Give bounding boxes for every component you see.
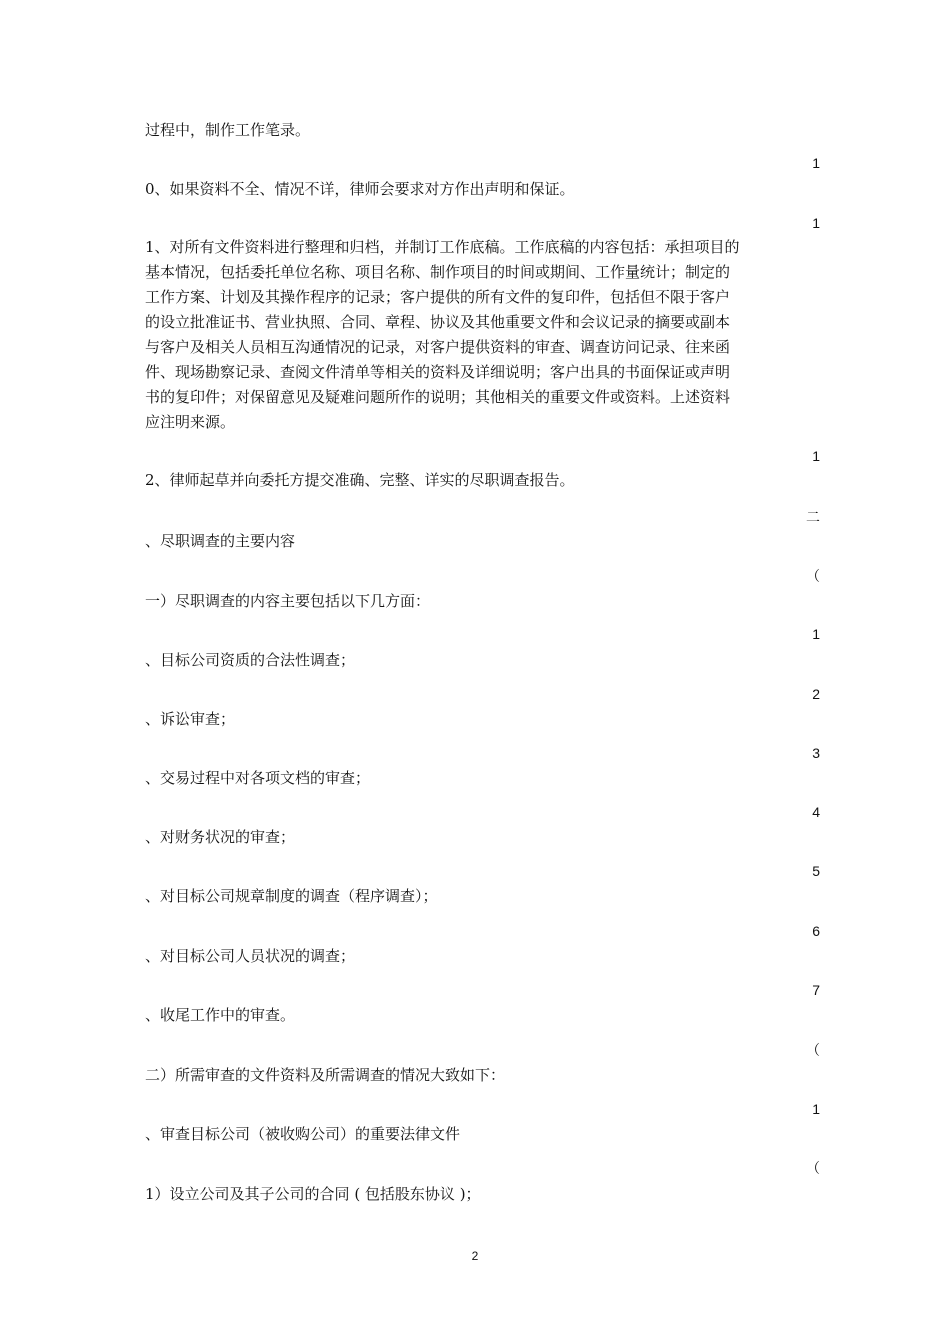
- text-line: 2、律师起草并向委托方提交准确、完整、详实的尽职调查报告。: [145, 471, 575, 489]
- section-heading: 、尽职调查的主要内容: [145, 532, 296, 550]
- paragraph-line: 与客户及相关人员相互沟通情况的记录，对客户提供资料的审查、调查访问记录、往来函: [145, 338, 731, 356]
- item-marker: 7: [812, 982, 820, 998]
- paragraph-line: 基本情况，包括委托单位名称、项目名称、制作项目的时间或期间、工作量统计；制定的: [145, 263, 731, 281]
- text-line: 过程中，制作工作笔录。: [145, 121, 311, 139]
- item-marker: 5: [812, 863, 820, 879]
- subsection-heading: 二）所需审查的文件资料及所需调查的情况大致如下：: [145, 1066, 506, 1084]
- list-item: 、诉讼审查；: [145, 710, 236, 728]
- line-marker: （: [806, 1160, 820, 1176]
- list-item: 、对目标公司人员状况的调查；: [145, 947, 356, 965]
- paragraph-line: 应注明来源。: [145, 413, 236, 431]
- line-marker: 1: [812, 215, 820, 231]
- list-item: 、对财务状况的审查；: [145, 828, 296, 846]
- paragraph-line: 书的复印件；对保留意见及疑难问题所作的说明；其他相关的重要文件或资料。上述资料: [145, 388, 731, 406]
- paragraph-workpaper: [145, 235, 810, 435]
- item-marker: 2: [812, 686, 820, 702]
- line-marker: （: [806, 1042, 820, 1058]
- list-item: 、交易过程中对各项文档的审查；: [145, 769, 371, 787]
- page-number: 2: [471, 1249, 479, 1263]
- line-marker: 1: [812, 448, 820, 464]
- item-marker: 3: [812, 745, 820, 761]
- item-marker: 1: [812, 626, 820, 642]
- text-line: 1）设立公司及其子公司的合同 ( 包括股东协议 )；: [145, 1185, 481, 1203]
- line-marker: 二: [806, 509, 820, 525]
- paragraph-line: 工作方案、计划及其操作程序的记录；客户提供的所有文件的复印件，包括但不限于客户: [145, 288, 731, 306]
- text-line: 、审查目标公司（被收购公司）的重要法律文件: [145, 1125, 461, 1143]
- list-item: 、对目标公司规章制度的调查（程序调查）；: [145, 887, 438, 905]
- paragraph-line: 的设立批准证书、营业执照、合同、章程、协议及其他重要文件和会议记录的摘要或副本: [145, 313, 731, 331]
- item-marker: 6: [812, 923, 820, 939]
- line-marker: 1: [812, 155, 820, 171]
- list-item: 、收尾工作中的审查。: [145, 1006, 296, 1024]
- line-marker: 1: [812, 1101, 820, 1117]
- item-marker: 4: [812, 804, 820, 820]
- list-item: 、目标公司资质的合法性调查；: [145, 651, 356, 669]
- subsection-heading: 一）尽职调查的内容主要包括以下几方面：: [145, 592, 431, 610]
- paragraph-line: 件、现场勘察记录、查阅文件清单等相关的资料及详细说明；客户出具的书面保证或声明: [145, 363, 731, 381]
- paragraph-line: 1、对所有文件资料进行整理和归档，并制订工作底稿。工作底稿的内容包括：承担项目的: [145, 238, 740, 256]
- text-line: 0、如果资料不全、情况不详，律师会要求对方作出声明和保证。: [145, 180, 575, 198]
- line-marker: （: [806, 568, 820, 584]
